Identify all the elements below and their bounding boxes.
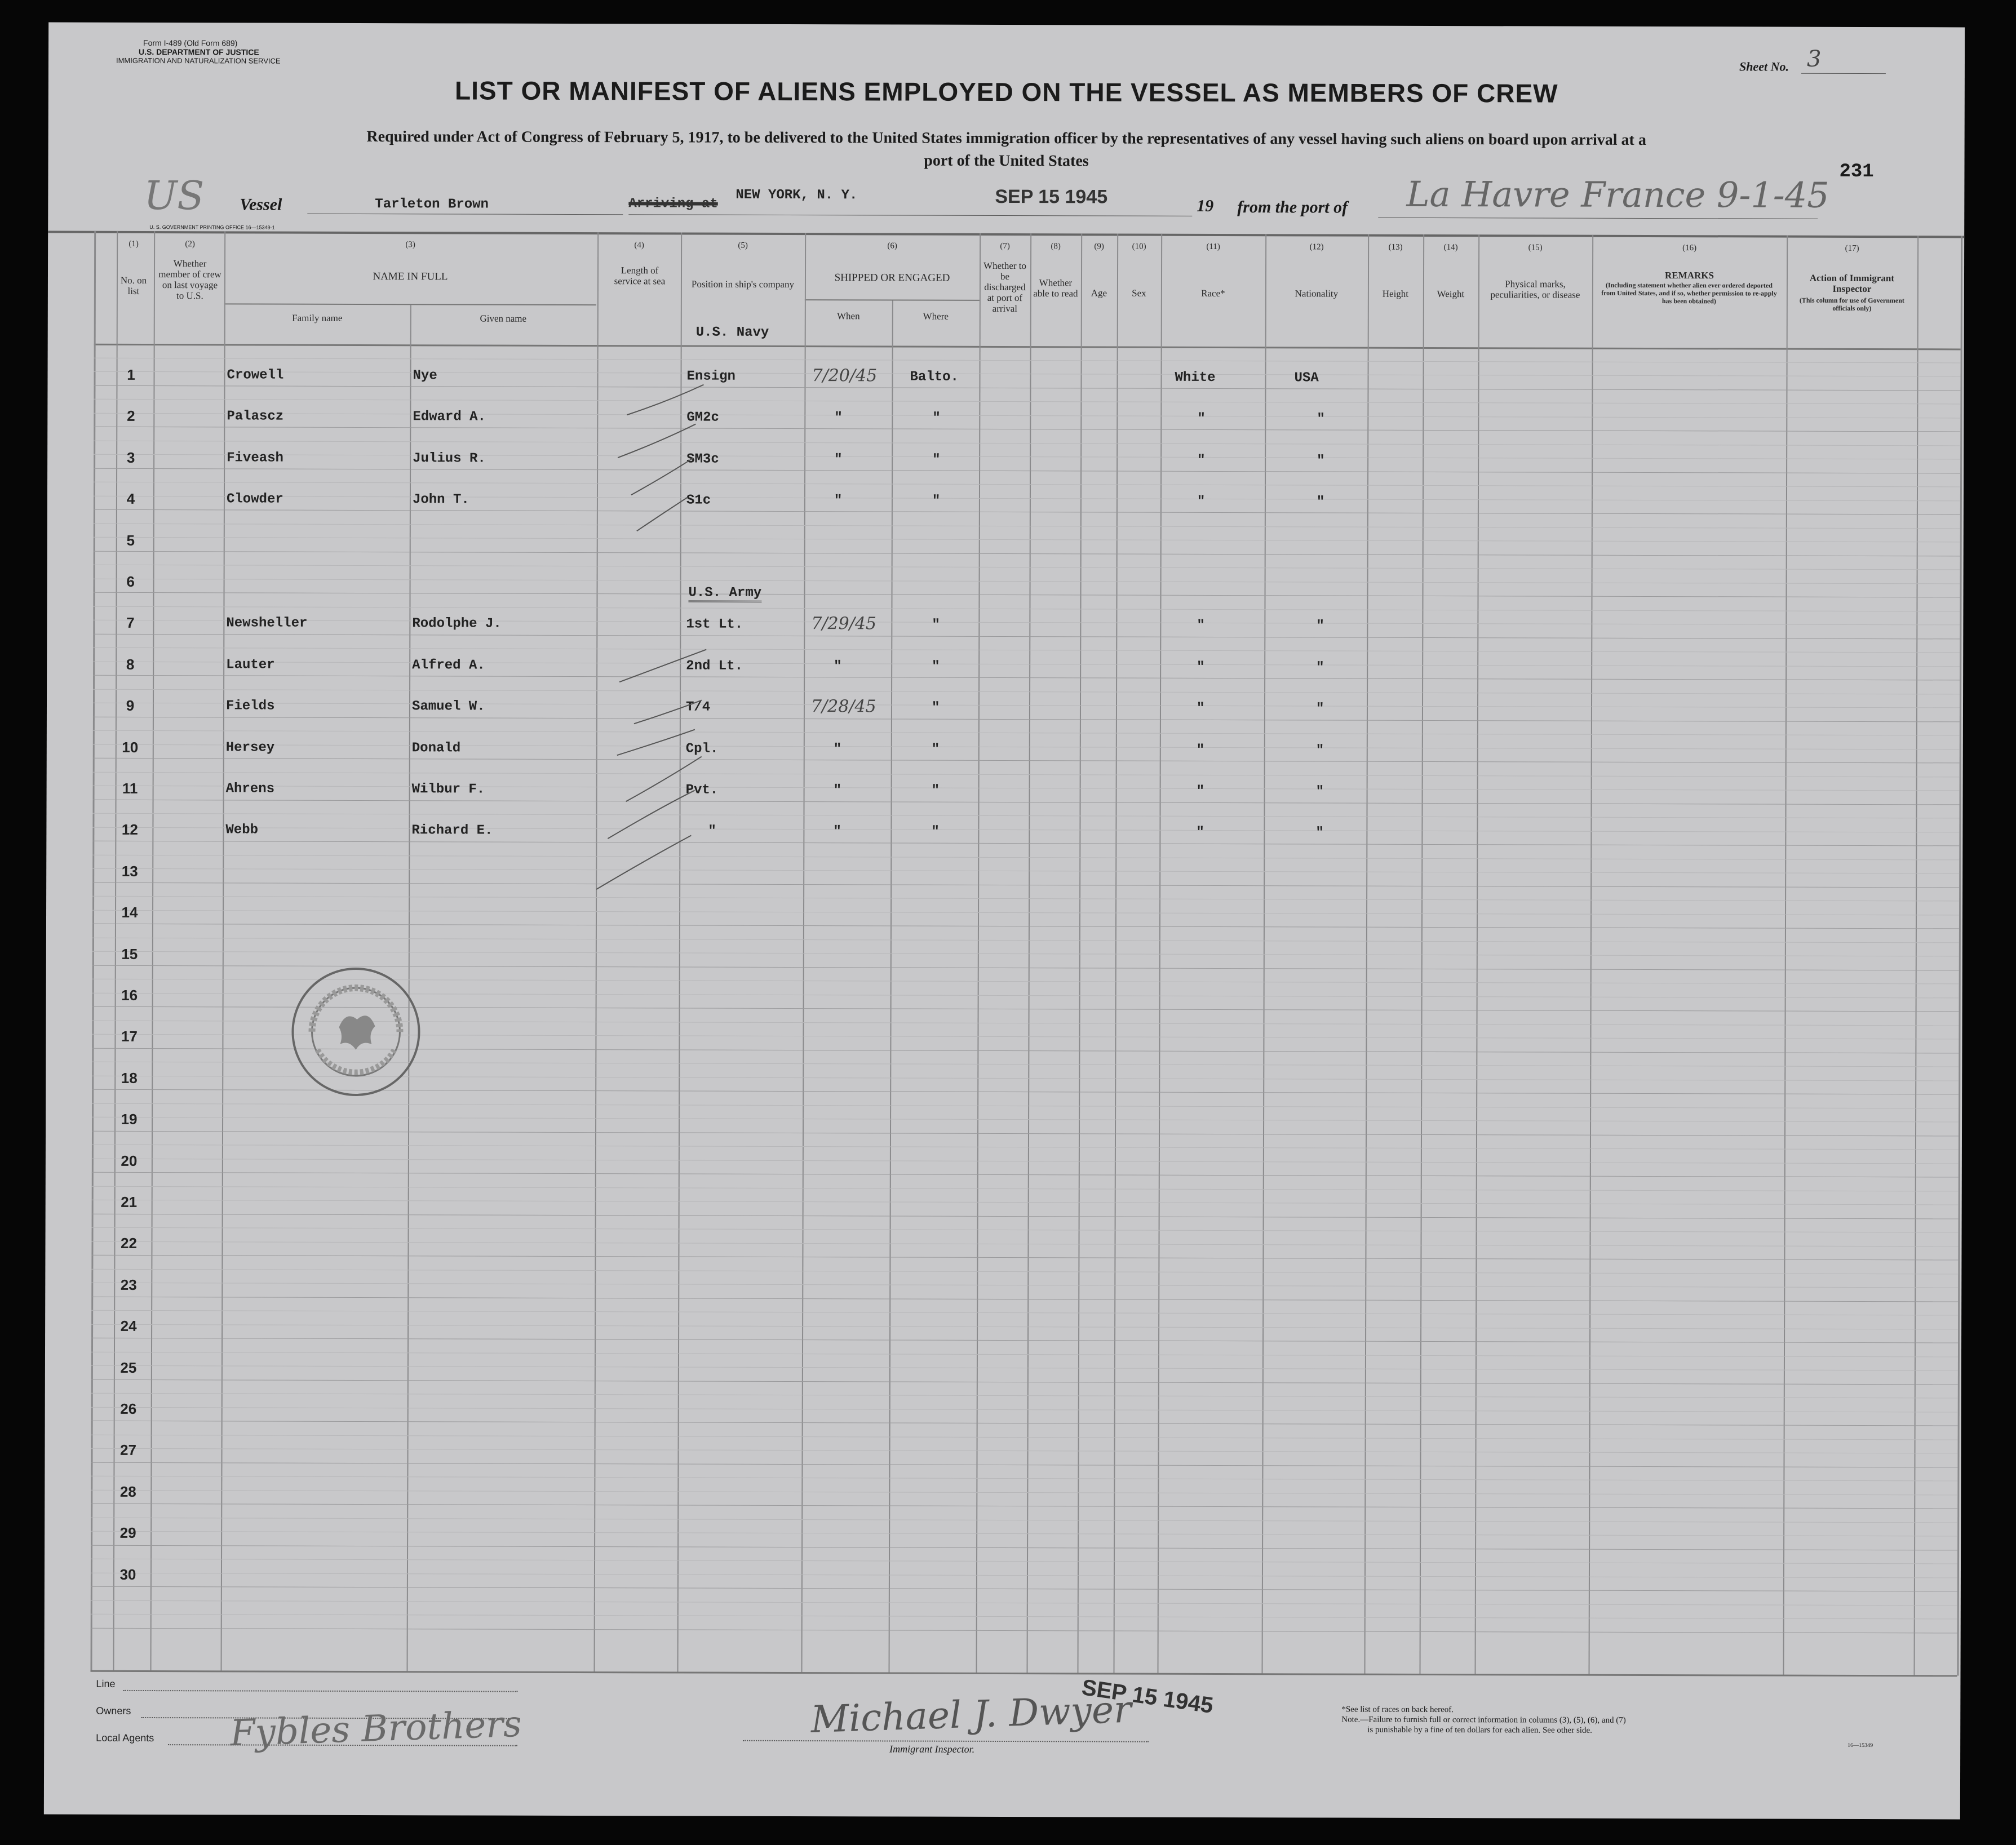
crew-family-name: Hersey (225, 739, 275, 756)
crew-shipped-when: " (834, 659, 842, 675)
row-rule (94, 413, 1960, 418)
row-number: 13 (121, 862, 138, 880)
col-header-race: Race* (1201, 287, 1225, 299)
row-rule (94, 468, 1960, 473)
crew-nationality: " (1316, 618, 1324, 634)
row-rule (91, 1421, 1958, 1426)
crew-given-name: Alfred A. (412, 658, 485, 673)
col-header-nationality: Nationality (1295, 288, 1339, 299)
row-rule (91, 1476, 1957, 1482)
col-num: (12) (1309, 242, 1324, 252)
crew-race: " (1197, 618, 1205, 634)
crew-position: 1st Lt. (686, 617, 743, 633)
row-rule (93, 606, 1960, 611)
row-number: 23 (120, 1276, 137, 1293)
section-navy: U.S. Navy (695, 325, 769, 340)
inspector-underline (743, 1740, 1149, 1742)
row-rule (93, 716, 1960, 722)
row-rule (93, 771, 1960, 777)
row-rule (93, 703, 1960, 708)
sheet-number: 3 (1806, 46, 1822, 72)
crew-position: GM2c (686, 410, 719, 426)
row-rule (94, 578, 1960, 584)
crew-nationality: USA (1294, 370, 1319, 386)
crew-nationality: " (1317, 411, 1325, 427)
row-number: 30 (119, 1565, 136, 1583)
row-rule (94, 454, 1960, 460)
arrival-date-stamp: SEP 15 1945 (995, 185, 1108, 208)
arrival-port: NEW YORK, N. Y. (735, 187, 858, 203)
col-num: (5) (738, 241, 748, 250)
row-rule (94, 592, 1960, 598)
crew-race: " (1197, 659, 1205, 675)
manifest-sheet (44, 23, 1965, 1820)
row-rule (92, 1241, 1959, 1247)
col-num: (17) (1845, 243, 1859, 253)
row-rule (92, 1117, 1959, 1123)
row-rule (91, 1517, 1957, 1523)
crew-shipped-where: " (932, 659, 940, 675)
row-rule (92, 827, 1959, 832)
row-number: 6 (126, 573, 135, 590)
row-rule (91, 1365, 1958, 1371)
inspector-signature: Michael J. Dwyer (810, 1687, 1132, 1742)
crew-family-name: Palascz (227, 409, 284, 425)
departure-port: La Havre France 9-1-45 (1406, 173, 1829, 216)
col-num: (7) (1000, 241, 1010, 251)
row-rule (93, 675, 1960, 681)
col-header-weight: Weight (1437, 289, 1465, 300)
col-header-shipped: SHIPPED OR ENGAGED (834, 272, 950, 284)
col-num: (10) (1132, 242, 1146, 251)
row-rule (92, 1200, 1959, 1205)
col-header-no: No. on list (120, 274, 147, 296)
crew-shipped-where: " (932, 452, 941, 468)
col-header-age: Age (1091, 287, 1107, 299)
printing-office: U. S. GOVERNMENT PRINTING OFFICE 16—15349-1 (149, 224, 275, 230)
col-num: (4) (634, 241, 644, 250)
crew-shipped-when: " (833, 783, 842, 799)
arriving-struck: Arriving at (628, 196, 718, 212)
row-rule (94, 482, 1960, 487)
row-rule (92, 1103, 1959, 1108)
section-army: U.S. Army (688, 586, 761, 602)
crew-given-name: Rodolphe J. (412, 616, 502, 632)
row-rule (91, 1531, 1957, 1537)
col-header-action: Action of Immigrant Inspector (1809, 272, 1895, 295)
row-rule (94, 523, 1960, 529)
from-underline (1378, 218, 1818, 219)
col-header-given-name: Given name (480, 313, 527, 324)
crew-race: " (1197, 453, 1206, 468)
row-rule (94, 385, 1960, 391)
row-rule (91, 1393, 1958, 1399)
row-rule (93, 799, 1960, 805)
col-header-family-name: Family name (292, 312, 343, 323)
sheet-label: Sheet No. (1739, 59, 1789, 74)
crew-given-name: Nye (413, 368, 437, 384)
col-header-discharged: Whether to be discharged at port of arrival (983, 260, 1027, 314)
row-rule (91, 1296, 1958, 1302)
row-rule (91, 1586, 1957, 1592)
row-number: 15 (121, 945, 138, 963)
manifest-subtitle: Required under Act of Congress of February 5, 1917, to be delivered to the United States immigration officer by the representatives of any vessel having such aliens on board upon arrival at a (366, 128, 1646, 149)
agents-label: Local Agents (96, 1732, 154, 1744)
vessel-flag: US (144, 172, 205, 219)
col-num: (1) (129, 239, 139, 249)
crew-position: SM3c (686, 451, 719, 467)
crew-shipped-when: " (833, 824, 841, 840)
crew-position: T/4 (685, 699, 711, 715)
crew-nationality: " (1316, 494, 1325, 510)
row-number: 1 (127, 366, 135, 383)
row-rule (91, 1448, 1958, 1454)
row-rule (92, 1158, 1959, 1164)
crew-family-name: Newsheller (226, 615, 308, 632)
owners-label: Owners (96, 1705, 131, 1717)
row-rule (92, 896, 1959, 902)
row-number: 4 (126, 490, 135, 508)
table-bottom-border (91, 1670, 1957, 1677)
row-grid (48, 23, 1965, 28)
col-header-sex: Sex (1132, 287, 1146, 299)
col-header-action-note: (This column for use of Government officials only) (1799, 296, 1904, 313)
crew-shipped-where: " (932, 618, 940, 633)
crew-shipped-when: " (834, 410, 843, 426)
row-rule (91, 1269, 1958, 1274)
crew-shipped-where: " (931, 700, 940, 716)
row-rule (91, 1545, 1957, 1550)
row-rule (91, 1351, 1958, 1357)
crew-shipped-when: " (833, 741, 842, 757)
col-header-remarks: REMARKS (1665, 270, 1714, 281)
crew-shipped-when: 7/29/45 (811, 614, 877, 634)
col-header-last-voyage: Whether member of crew on last voyage to U.S. (158, 258, 221, 301)
crew-nationality: " (1315, 701, 1324, 717)
row-number: 5 (126, 531, 135, 549)
crew-family-name: Fiveash (227, 450, 284, 466)
row-rule (94, 399, 1960, 405)
row-number: 22 (120, 1235, 137, 1252)
row-number: 28 (119, 1483, 136, 1500)
row-rule (91, 1379, 1958, 1385)
row-rule (92, 951, 1959, 957)
crew-race: " (1197, 494, 1206, 510)
row-rule (91, 1434, 1958, 1440)
row-rule (92, 1172, 1959, 1178)
form-department: U.S. DEPARTMENT OF JUSTICE (139, 47, 259, 57)
vessel-underline (307, 214, 623, 215)
crew-position: 2nd Lt. (686, 658, 743, 674)
row-rule (92, 841, 1959, 846)
form-number: Form I-489 (Old Form 689) (143, 38, 238, 48)
header-bottom-border (94, 344, 1961, 351)
col-header-physical-marks: Physical marks, peculiarities, or disease (1490, 278, 1580, 300)
row-rule (91, 1504, 1957, 1509)
crew-race: White (1175, 370, 1216, 385)
row-number: 20 (121, 1152, 138, 1169)
crew-nationality: " (1315, 825, 1324, 841)
col-num: (14) (1443, 243, 1458, 252)
crew-position: Cpl. (685, 741, 719, 757)
page-number: 231 (1839, 161, 1874, 183)
line-underline (123, 1689, 517, 1692)
crew-given-name: Samuel W. (411, 699, 485, 715)
crew-family-name: Lauter (226, 657, 275, 673)
row-rule (92, 854, 1959, 860)
consulate-seal-icon (289, 965, 423, 1099)
inspector-label: Immigrant Inspector. (889, 1743, 975, 1755)
row-rule (91, 1283, 1958, 1288)
crew-family-name: Fields (225, 698, 275, 714)
line-label: Line (96, 1678, 116, 1689)
row-number: 10 (122, 738, 139, 756)
crew-family-name: Clowder (226, 491, 283, 507)
col-header-length-service: Length of service at sea (614, 265, 666, 287)
crew-family-name: Crowell (227, 367, 284, 383)
crew-shipped-where: " (932, 411, 941, 427)
crew-given-name: Richard E. (411, 823, 493, 839)
row-rule (92, 1145, 1959, 1150)
crew-family-name: Ahrens (225, 781, 275, 797)
col-header-height: Height (1382, 288, 1409, 299)
row-number: 14 (121, 904, 138, 921)
row-rule (94, 551, 1960, 556)
crew-position: Pvt. (685, 782, 719, 798)
row-rule (94, 371, 1961, 377)
crew-shipped-when: " (834, 452, 843, 468)
crew-race: " (1197, 411, 1206, 427)
crew-nationality: " (1315, 784, 1324, 800)
col-num: (9) (1094, 242, 1104, 251)
col-header-name: NAME IN FULL (373, 270, 448, 283)
vessel-name: Tarleton Brown (375, 197, 489, 212)
consulate-stamp (289, 965, 423, 1099)
row-number: 21 (121, 1193, 138, 1210)
row-rule (93, 633, 1960, 639)
row-rule (94, 427, 1960, 432)
row-rule (92, 924, 1959, 929)
row-rule (94, 565, 1960, 570)
manifest-subtitle-2: port of the United States (924, 152, 1089, 170)
crew-given-name: Edward A. (413, 409, 486, 425)
row-rule (94, 440, 1960, 446)
row-rule (91, 1407, 1958, 1412)
crew-shipped-when: 7/20/45 (812, 366, 878, 386)
row-rule (92, 1213, 1959, 1219)
row-rule (94, 495, 1960, 501)
row-rule (91, 1559, 1957, 1564)
row-rule (92, 1186, 1959, 1191)
row-rule (92, 813, 1959, 819)
crew-shipped-where: Balto. (910, 369, 959, 385)
row-number: 16 (121, 986, 138, 1004)
row-rule (91, 1627, 1957, 1633)
row-rule (93, 786, 1960, 791)
col-num: (2) (185, 240, 195, 249)
row-rule (92, 937, 1959, 943)
row-rule (91, 1338, 1958, 1343)
row-rule (93, 730, 1960, 736)
row-rule (94, 509, 1960, 515)
crew-race: " (1196, 783, 1205, 799)
length-service-strokes (582, 362, 730, 903)
row-number: 17 (121, 1028, 138, 1045)
row-number: 25 (120, 1359, 137, 1376)
crew-nationality: " (1317, 453, 1325, 469)
row-rule (93, 744, 1960, 749)
row-rule (91, 1324, 1958, 1329)
row-number: 12 (121, 821, 138, 839)
row-number: 27 (120, 1442, 137, 1459)
crew-race: " (1196, 825, 1204, 841)
row-rule (93, 689, 1960, 694)
row-number: 9 (126, 697, 135, 715)
agents-signature: Fybles Brothers (229, 1703, 522, 1755)
crew-shipped-where: " (931, 824, 940, 840)
row-rule (92, 1130, 1959, 1136)
crew-given-name: Julius R. (413, 451, 486, 467)
row-rule (91, 1462, 1957, 1467)
crew-shipped-when: " (834, 493, 843, 509)
row-rule (94, 537, 1960, 543)
row-rule (91, 1614, 1957, 1620)
crew-shipped-where: " (931, 783, 940, 799)
col-num: (15) (1528, 243, 1543, 252)
year-prefix: 19 (1197, 196, 1214, 215)
row-rule (93, 661, 1960, 667)
col-header-remarks-note: (Including statement whether alien ever ordered deported from United States, and if so, whether permission to re-apply has been obtained) (1601, 281, 1777, 305)
row-number: 19 (121, 1111, 138, 1128)
crew-nationality: " (1315, 743, 1324, 759)
row-rule (93, 758, 1960, 764)
crew-position: " (708, 824, 716, 840)
row-rule (91, 1255, 1958, 1261)
col-divider (889, 300, 893, 1673)
row-rule (92, 868, 1959, 874)
crew-race: " (1196, 701, 1205, 717)
col-header-position: Position in ship's company (691, 278, 794, 290)
row-number: 11 (122, 779, 138, 797)
row-rule (91, 1489, 1957, 1495)
footnote-code: 16—15349 (1847, 1742, 1873, 1749)
sheet-underline (1801, 73, 1886, 74)
row-rule (91, 1310, 1958, 1316)
arrival-underline (628, 214, 1192, 216)
crew-shipped-where: " (931, 742, 940, 757)
from-port-label: from the port of (1237, 198, 1348, 217)
row-number: 7 (126, 614, 135, 632)
row-number: 3 (126, 449, 135, 466)
crew-nationality: " (1316, 660, 1324, 676)
col-num: (3) (405, 240, 415, 250)
crew-shipped-when: 7/28/45 (810, 697, 876, 717)
footnote-penalty: Note.—Failure to furnish full or correct information in columns (3), (5), (6), and (7) (1341, 1715, 1626, 1725)
crew-position: Ensign (686, 369, 735, 384)
col-num: (16) (1682, 243, 1697, 253)
row-number: 8 (126, 655, 135, 673)
crew-given-name: Donald (411, 740, 461, 756)
crew-shipped-where: " (932, 493, 941, 509)
footnote-races: *See list of races on back hereof. (1341, 1705, 1454, 1715)
row-rule (91, 1572, 1957, 1578)
footnote-penalty-2: is punishable by a fine of ten dollars for each alien. See other side. (1367, 1725, 1592, 1735)
row-number: 2 (127, 407, 135, 425)
col-num: (8) (1051, 242, 1061, 251)
col-num: (13) (1388, 242, 1403, 252)
row-rule (92, 882, 1959, 888)
crew-position: S1c (686, 493, 711, 508)
row-rule (93, 647, 1960, 653)
manifest-title: LIST OR MANIFEST OF ALIENS EMPLOYED ON THE VESSEL AS MEMBERS OF CREW (455, 76, 1558, 108)
col-header-read: Whether able to read (1033, 277, 1078, 299)
row-number: 26 (120, 1400, 137, 1417)
row-number: 24 (120, 1318, 137, 1335)
form-service: IMMIGRATION AND NATURALIZATION SERVICE (116, 56, 281, 65)
row-rule (91, 1600, 1957, 1605)
col-header-when: When (836, 311, 860, 322)
row-number: 29 (119, 1524, 136, 1542)
vessel-label: Vessel (240, 195, 282, 214)
col-num: (11) (1206, 242, 1220, 251)
crew-family-name: Webb (225, 822, 259, 838)
row-number: 18 (121, 1069, 138, 1086)
col-num: (6) (887, 241, 897, 251)
row-rule (93, 620, 1960, 626)
col-header-where: Where (923, 311, 949, 322)
row-rule (94, 357, 1961, 363)
crew-given-name: John T. (412, 492, 469, 508)
crew-race: " (1196, 742, 1205, 758)
crew-given-name: Wilbur F. (411, 782, 485, 797)
row-rule (92, 910, 1959, 915)
top-border (48, 231, 1964, 238)
row-rule (92, 1227, 1959, 1233)
inspector-date-stamp: SEP 15 1945 (1080, 1675, 1215, 1719)
